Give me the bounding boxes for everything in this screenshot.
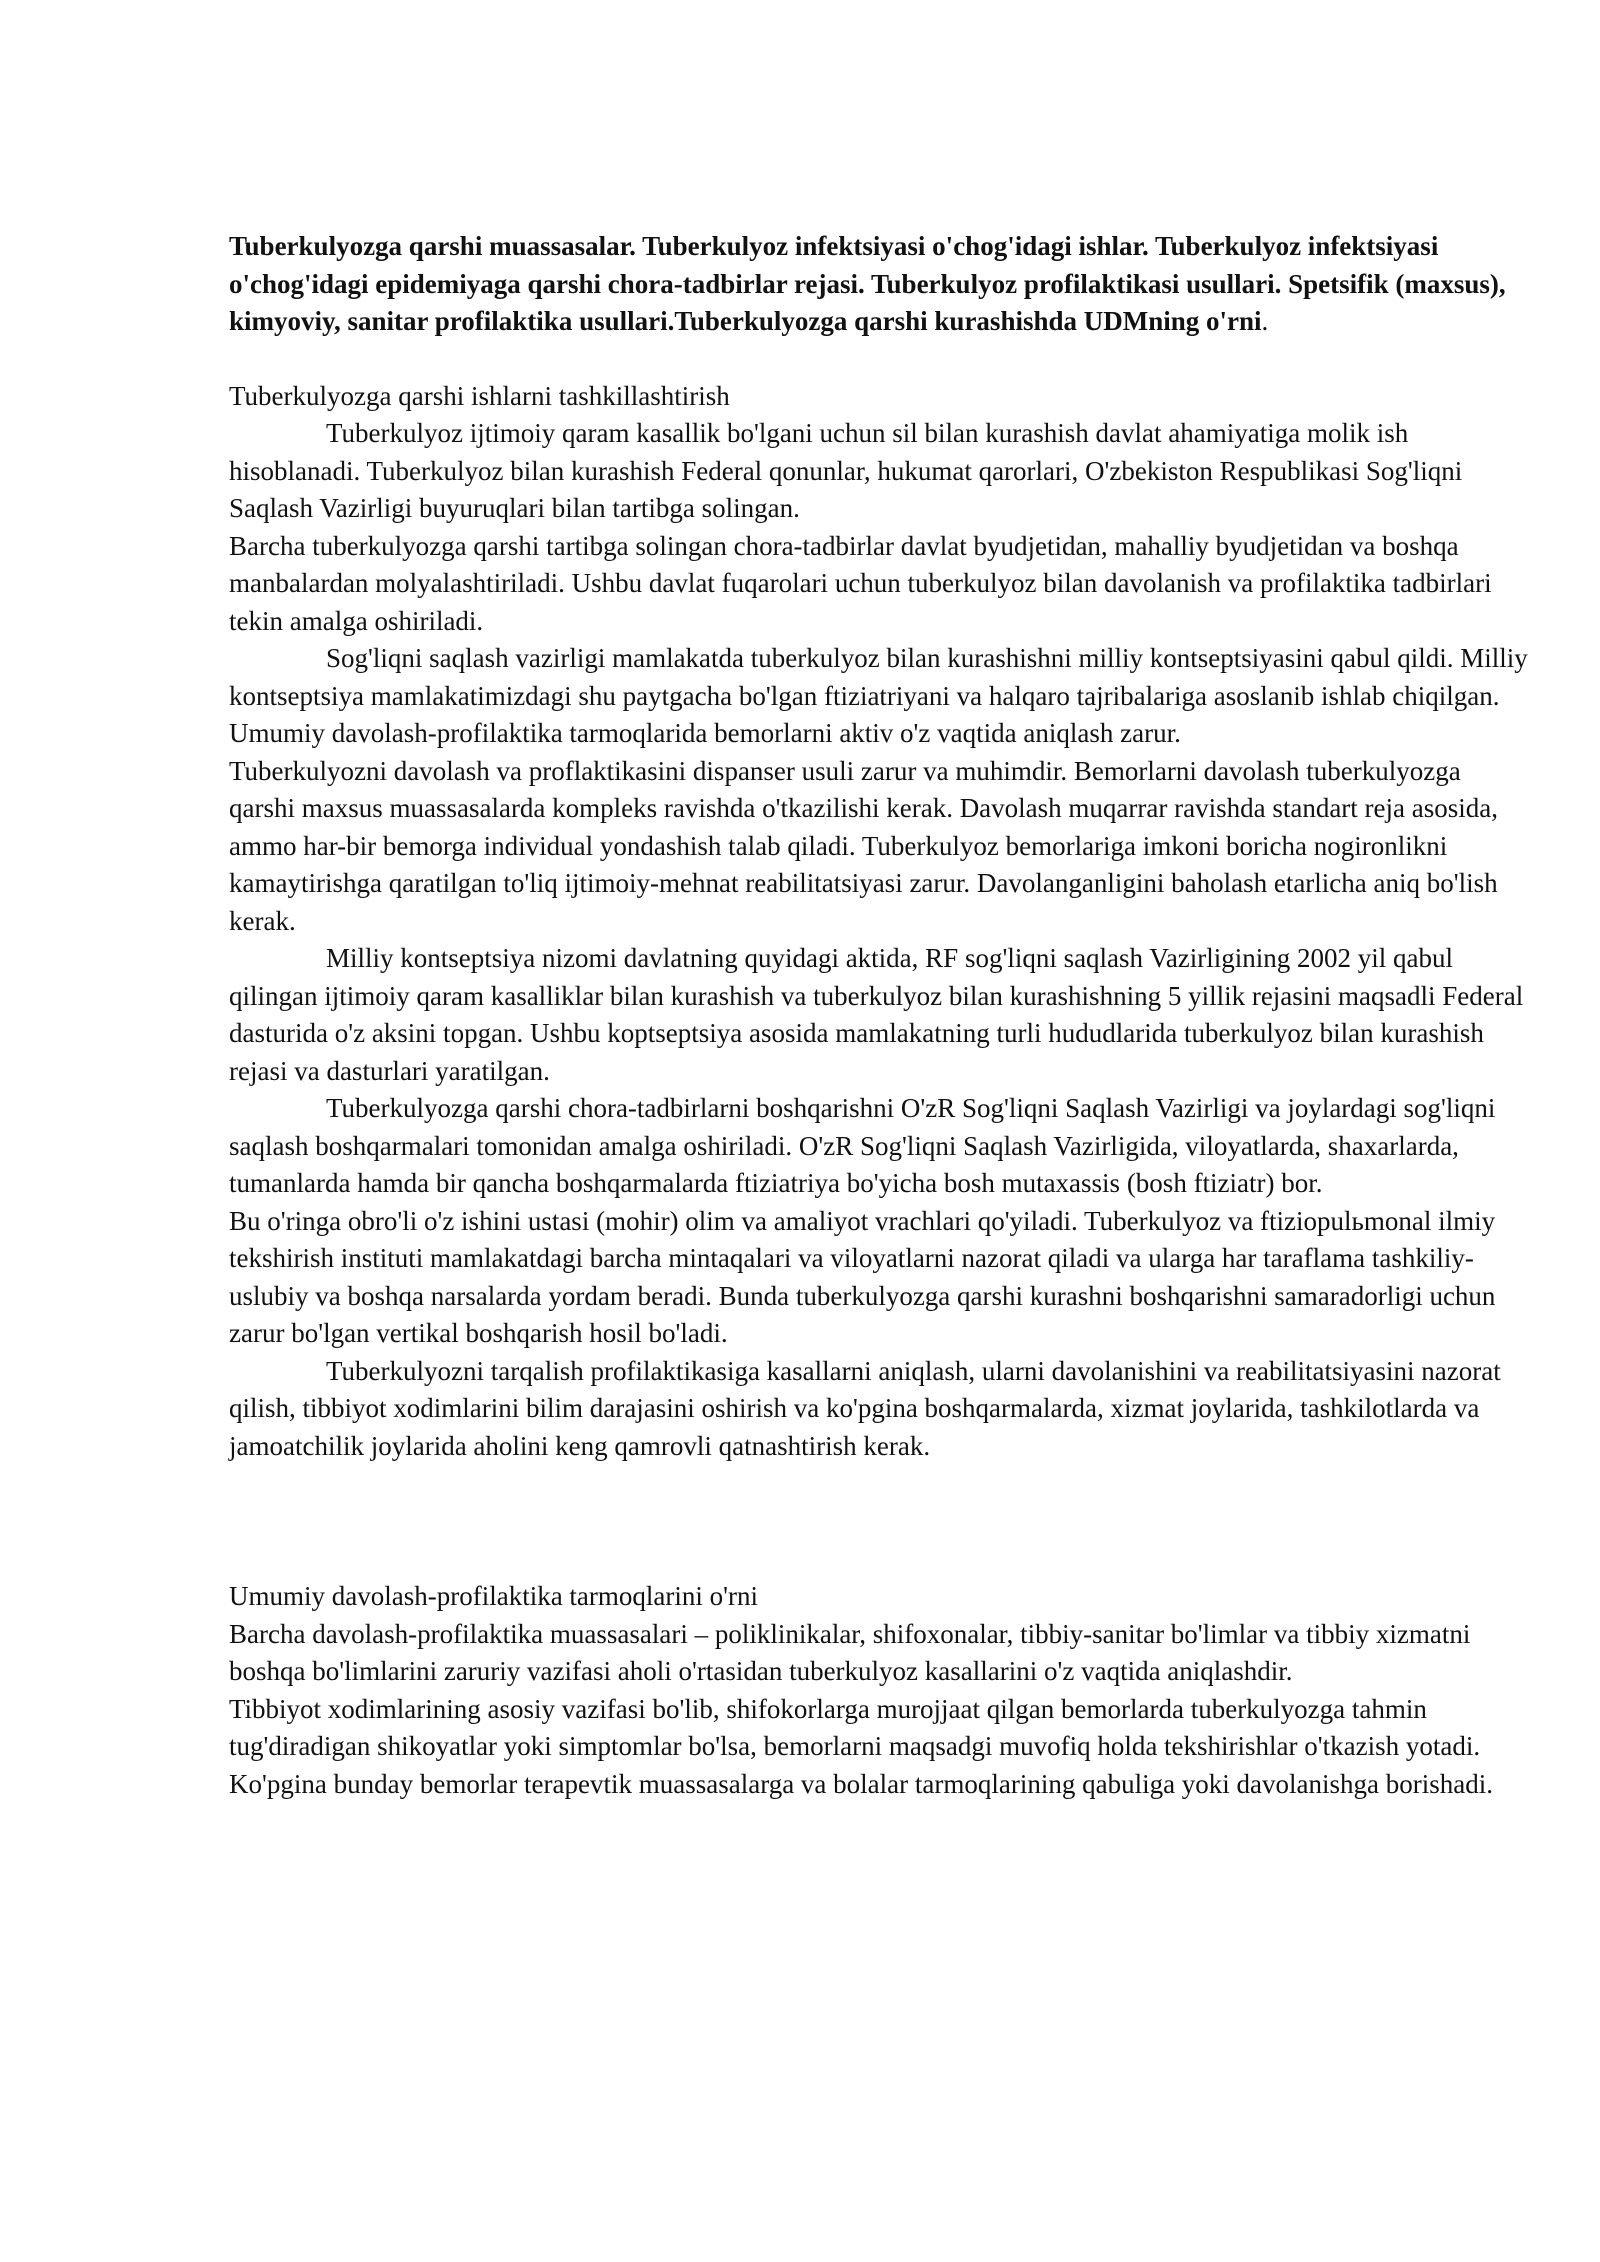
heading-tail: . (1261, 306, 1269, 336)
paragraph: Bu o'ringa obro'li o'z ishini ustasi (mohir) olim va amaliyot vrachlari qo'yiladi. Tuberkulyoz va ftiziopulьmonal ilmiy tekshirish instituti mamlakatdagi barcha mintaqalari va viloyatlarni nazorat qiladi va ularga har taraflama tashkiliy-uslubiy va boshqa narsalarda yordam beradi. Bunda tuberkulyozga qarshi kurashni boshqarishni samaradorligi uchun zarur bo'lgan vertikal boshqarish hosil bo'ladi. (229, 1205, 1496, 1348)
paragraph: Tuberkulyozga qarshi chora-tadbirlarni boshqarishni O'zR Sog'liqni Saqlash Vazirligi va joylardagi sog'liqni saqlash boshqarmalari tomonidan amalga oshiriladi. O'zR Sog'liqni Saqlash Vazirligida, viloyatlarda, shaxarlarda, tumanlarda hamda bir qancha boshqarmalarda ftiziatriya bo'yicha bosh mutaxassis (bosh ftiziatr) bor. (229, 1093, 1496, 1198)
spacer (229, 1465, 1529, 1578)
paragraph: Barcha tuberkulyozga qarshi tartibga solingan chora-tadbirlar davlat byudjetidan, mahalliy byudjetidan va boshqa manbalardan molyalashtiriladi. Ushbu davlat fuqarolari uchun tuberkulyoz bilan davolanish va profilaktika tadbirlari tekin amalga oshiriladi. (229, 530, 1492, 636)
paragraph: Sog'liqni saqlash vazirligi mamlakatda tuberkulyoz bilan kurashishni milliy kontseptsiyasini qabul qildi. Milliy kontseptsiya mamlakatimizdagi shu paytgacha bo'lgan ftiziatriyani va halqaro tajribalariga asoslanib ishlab chiqilgan. Umumiy davolash-profilaktika tarmoqlarida bemorlarni aktiv o'z vaqtida aniqlash zarur. (229, 643, 1528, 748)
paragraph: Tibbiyot xodimlarining asosiy vazifasi bo'lib, shifokorlarga murojjaat qilgan bemorlarda tuberkulyozga tahmin tug'diradigan shikoyatlar yoki simptomlar bo'lsa, bemorlarni maqsadgi muvofiq holda tekshirishlar o'tkazish yotadi. Ko'pgina bunday bemorlar terapevtik muassasalarga va bolalar tarmoqlarining qabuliga yoki davolanishga borishadi. (229, 1693, 1494, 1799)
document-heading (229, 228, 1529, 341)
section-title-organization: Tuberkulyozga qarshi ishlarni tashkillashtirish (229, 380, 730, 411)
section-title-general-network: Umumiy davolash-profilaktika tarmoqlarini o'rni (229, 1581, 758, 1611)
paragraph: Tuberkulyozni davolash va proflaktikasini dispanser usuli zarur va muhimdir. Bemorlarni davolash tuberkulyozga qarshi maxsus muassasalarda kompleks ravishda o'tkazilishi kerak. Davolash muqarrar ravishda standart reja asosida, ammo har-bir bemorga individual yondashish talab qiladi. Tuberkulyoz bemorlariga imkoni boricha nogironlikni kamaytirishga qaratilgan to'liq ijtimoiy-mehnat reabilitatsiyasi zarur. Davolanganligini baholash etarlicha aniq bo'lish kerak. (229, 755, 1498, 936)
heading-text: Tuberkulyozga qarshi muassasalar. Tuberkulyoz infektsiyasi o'chog'idagi ishlar. Tuberkulyoz infektsiyasi o'chog'idagi epidemiyaga qarshi chora-tadbirlar rejasi. Tuberkulyoz profilaktikasi usullari. Spetsifik (maxsus), kimyoviy, sanitar profilaktika usullari.Tuberkulyozga qarshi kurashishda UDMning o'rni (229, 231, 1506, 336)
document-page (229, 228, 1529, 1803)
paragraph: Tuberkulyozni tarqalish profilaktikasiga kasallarni aniqlash, ularni davolanishini va reabilitatsiyasini nazorat qilish, tibbiyot xodimlarini bilim darajasini oshirish va ko'pgina boshqarmalarda, xizmat joylarida, tashkilotlarda va jamoatchilik joylarida aholini keng qamrovli qatnashtirish kerak. (229, 1355, 1501, 1461)
paragraph: Milliy kontseptsiya nizomi davlatning quyidagi aktida, RF sog'liqni saqlash Vazirligining 2002 yil qabul qilingan ijtimoiy qaram kasalliklar bilan kurashish va tuberkulyoz bilan kurashishning 5 yillik rejasini maqsadli Federal dasturida o'z aksini topgan. Ushbu koptseptsiya asosida mamlakatning turli hududlarida tuberkulyoz bilan kurashish rejasi va dasturlari yaratilgan. (229, 943, 1524, 1086)
paragraph: Tuberkulyoz ijtimoiy qaram kasallik bo'lgani uchun sil bilan kurashish davlat ahamiyatiga molik ish hisoblanadi. Tuberkulyoz bilan kurashish Federal qonunlar, hukumat qarorlari, O'zbekiston Respublikasi Sog'liqni Saqlash Vazirligi buyuruqlari bilan tartibga solingan. (229, 418, 1463, 523)
spacer (229, 341, 1529, 378)
paragraph: Barcha davolash-profilaktika muassasalari – poliklinikalar, shifoxonalar, tibbiy-sanitar bo'limlar va tibbiy xizmatni boshqa bo'limlarini zaruriy vazifasi aholi o'rtasidan tuberkulyoz kasallarini o'z vaqtida aniqlashdir. (229, 1618, 1471, 1686)
